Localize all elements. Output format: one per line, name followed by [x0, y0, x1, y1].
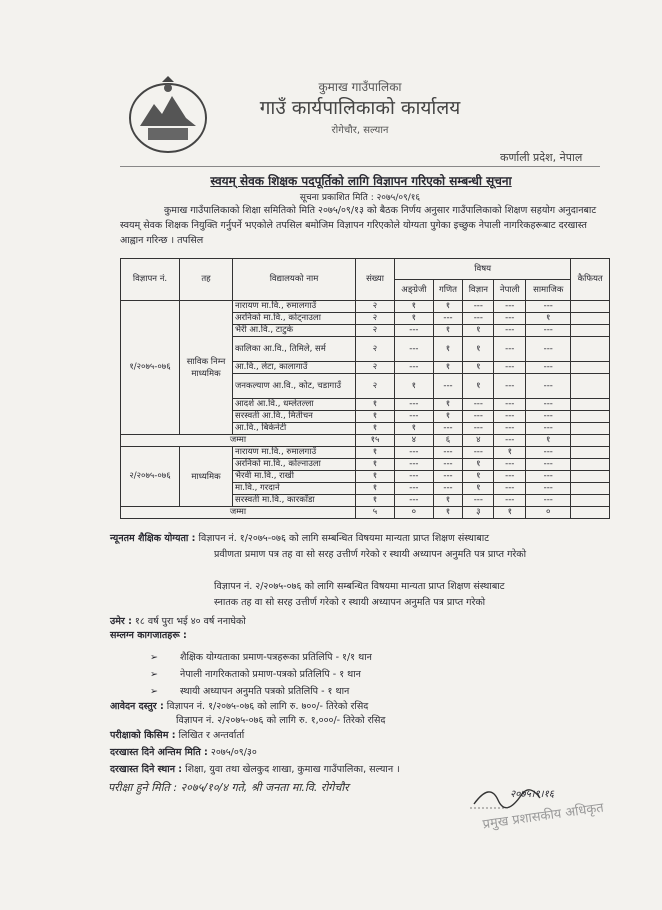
school-name-cell: अरनिको मा.वि., कोल्नाउला: [233, 459, 356, 471]
value-cell: ---: [526, 495, 571, 507]
qualification-line: न्यूनतम शैक्षिक योग्यता : विज्ञापन नं. १/२०७५-०७६ को लागि सम्बन्धित विषयमा मान्यता प्राप्त शिक्षण संस्थाबाट: [110, 533, 490, 544]
remarks-cell: [571, 471, 610, 483]
value-cell: ---: [494, 471, 526, 483]
value-cell: १: [356, 447, 395, 459]
value-cell: ---: [526, 325, 571, 337]
total-row-2: जम्मा ५ ० १ ३ १ ०: [121, 507, 610, 519]
school-name-cell: कालिका आ.वि., तिमिले, सर्म: [233, 337, 356, 362]
school-name-cell: मा.वि., गरदाने: [233, 483, 356, 495]
value-cell: ---: [526, 301, 571, 313]
school-name-cell: आदर्श आ.वि., धम्लेतल्ला: [233, 399, 356, 411]
value-cell: १: [433, 362, 462, 374]
intro-paragraph: कुमाख गाउँपालिकाको शिक्षा समितिको मिति २०७५/०९/१३ को बैठक निर्णय अनुसार गाउँपालिकाको शिक्षण सहयोग अनुदानबाट स्वयम् सेवक शिक्षक नियुक्ति गर्नुपर्ने भएकोले तपसिल बमोजिम विज्ञापन गरिएकोले योग्यता पुगेका इच्छुक नेपाली नागरिकहरूबाट दरखास्त आह्वान गरिन्छ । तपसिल: [120, 205, 597, 246]
officer-seal: प्रमुख प्रशासकीय अधिकृत: [481, 800, 605, 833]
value-cell: ---: [494, 399, 526, 411]
value-cell: ---: [494, 313, 526, 325]
docs-label: सम्लग्न कागजातहरू :: [110, 630, 187, 641]
col-advert-no: विज्ञापन नं.: [121, 259, 180, 301]
value-cell: १: [463, 459, 494, 471]
col-science: विज्ञान: [463, 280, 494, 301]
school-name-cell: आ.वि., बिकेनेटी: [233, 423, 356, 435]
remarks-cell: [571, 495, 610, 507]
remarks-cell: [571, 374, 610, 399]
remarks-cell: [571, 483, 610, 495]
value-cell: २: [356, 301, 395, 313]
value-cell: ---: [526, 471, 571, 483]
value-cell: १: [463, 362, 494, 374]
table-row: [121, 447, 610, 459]
remarks-cell: [571, 313, 610, 325]
handwritten-note: परीक्षा हुने मिति : २०७५/१०/४ गते, श्री जनता मा.वि. रोगेचौर: [108, 781, 349, 794]
school-name-cell: नारायण मा.वि., रुमालगाउँ: [233, 301, 356, 313]
value-cell: ---: [433, 374, 462, 399]
value-cell: ---: [526, 337, 571, 362]
value-cell: ---: [494, 411, 526, 423]
value-cell: ---: [395, 447, 434, 459]
publish-date: सूचना प्रकाशित मिति : २०७५/०९/१६: [299, 193, 421, 203]
value-cell: २: [356, 325, 395, 337]
col-school: विद्यालयको नाम: [233, 259, 356, 301]
value-cell: १: [494, 447, 526, 459]
value-cell: ---: [395, 459, 434, 471]
apply-place: दरखास्त दिने स्थान : शिक्षा, युवा तथा खेलकुद शाखा, कुमाख गाउँपालिका, सल्यान ।: [110, 764, 400, 775]
value-cell: ---: [395, 337, 434, 362]
col-english: अङ्ग्रेजी: [395, 280, 434, 301]
fee-line: आवेदन दस्तुर : विज्ञापन नं. १/२०७५-०७६ को लागि रु. ७००/- तिरेको रसिद: [110, 701, 369, 712]
value-cell: २: [356, 337, 395, 362]
value-cell: ---: [433, 423, 462, 435]
qualification-1b: प्रवीणता प्रमाण पत्र तह वा सो सरह उत्तीर्ण गरेको र स्थायी अध्यापन अनुमति पत्र प्राप्त गरेको: [214, 549, 527, 560]
value-cell: ---: [433, 483, 462, 495]
remarks-cell: [571, 337, 610, 362]
value-cell: ---: [526, 447, 571, 459]
table-row: [121, 301, 610, 313]
value-cell: १: [463, 374, 494, 399]
value-cell: ---: [433, 447, 462, 459]
value-cell: १: [433, 399, 462, 411]
value-cell: १: [463, 483, 494, 495]
total-row-1: जम्मा १५ ४ ६ ४ --- १: [121, 435, 610, 447]
value-cell: ---: [494, 362, 526, 374]
age-line: उमेर : १८ वर्ष पुरा भई ४० वर्ष ननाघेको: [110, 616, 246, 627]
value-cell: ---: [395, 411, 434, 423]
level-cell: साविक निम्न माध्यमिक: [180, 301, 233, 435]
vacancy-table: [120, 258, 610, 519]
value-cell: २: [356, 313, 395, 325]
value-cell: १: [356, 423, 395, 435]
value-cell: ---: [395, 483, 434, 495]
value-cell: १: [433, 325, 462, 337]
level-cell: माध्यमिक: [180, 447, 233, 507]
value-cell: ---: [494, 374, 526, 399]
value-cell: १: [463, 325, 494, 337]
col-nepali: नेपाली: [494, 280, 526, 301]
value-cell: ---: [463, 447, 494, 459]
advert-number: १/२०७५-०७६: [121, 301, 180, 435]
value-cell: ---: [463, 423, 494, 435]
value-cell: ---: [494, 495, 526, 507]
deadline: दरखास्त दिने अन्तिम मिति : २०७५/०९/३०: [110, 747, 257, 758]
municipality-name: कुमाख गाउँपालिका: [318, 80, 402, 94]
value-cell: १: [395, 374, 434, 399]
advert-number: २/२०७५-०७६: [121, 447, 180, 507]
school-name-cell: अरनिको मा.वि., कोट्नाउला: [233, 313, 356, 325]
school-name-cell: सरस्वती आ.वि., मितीचन: [233, 411, 356, 423]
notice-title: स्वयम् सेवक शिक्षक पदपूर्तिको लागि विज्ञापन गरिएको सम्बन्धी सूचना: [210, 174, 512, 188]
school-name-cell: जनकल्याण आ.वि., कोट, चडागाउँ: [233, 374, 356, 399]
col-social: सामाजिक: [526, 280, 571, 301]
col-level: तह: [180, 259, 233, 301]
col-remarks: कैफियत: [571, 259, 610, 301]
header-divider: [120, 166, 600, 167]
remarks-cell: [571, 325, 610, 337]
school-name-cell: भैरी आ.वि., टाटुके: [233, 325, 356, 337]
value-cell: १: [356, 471, 395, 483]
value-cell: ---: [463, 399, 494, 411]
office-address: रोगेचौर, सल्यान: [331, 125, 389, 136]
value-cell: १: [395, 423, 434, 435]
col-count: संख्या: [356, 259, 395, 301]
value-cell: ---: [494, 423, 526, 435]
value-cell: ---: [494, 301, 526, 313]
value-cell: ---: [494, 337, 526, 362]
school-name-cell: आ.वि., लेटा, कालागाउँ: [233, 362, 356, 374]
value-cell: ---: [526, 399, 571, 411]
school-name-cell: नारायण मा.वि., रुमालगाउँ: [233, 447, 356, 459]
province-name: कर्णाली प्रदेश, नेपाल: [500, 151, 583, 164]
value-cell: १: [433, 411, 462, 423]
doc-item: ➢ नेपाली नागरिकताको प्रमाण-पत्रको प्रतिलिपि - १ थान: [150, 669, 361, 680]
value-cell: ---: [526, 459, 571, 471]
signature-date: २०७५।९।१६: [510, 789, 554, 800]
value-cell: २: [356, 362, 395, 374]
value-cell: १: [526, 313, 571, 325]
value-cell: १: [463, 337, 494, 362]
remarks-cell: [571, 447, 610, 459]
value-cell: ---: [463, 313, 494, 325]
school-name-cell: सरस्वती मा.वि., कारकाँडा: [233, 495, 356, 507]
value-cell: ---: [526, 362, 571, 374]
value-cell: ---: [526, 423, 571, 435]
office-name: गाउँ कार्यपालिकाको कार्यालय: [259, 97, 461, 119]
exam-type: परीक्षाको किसिम : लिखित र अन्तर्वार्ता: [110, 730, 245, 741]
value-cell: १: [356, 399, 395, 411]
doc-item: ➢ शैक्षिक योग्यताका प्रमाण-पत्रहरूका प्रतिलिपि - १/१ थान: [150, 652, 372, 663]
value-cell: ---: [494, 325, 526, 337]
value-cell: ---: [494, 459, 526, 471]
value-cell: ---: [395, 399, 434, 411]
value-cell: ---: [494, 483, 526, 495]
value-cell: ---: [395, 362, 434, 374]
remarks-cell: [571, 459, 610, 471]
value-cell: ---: [395, 325, 434, 337]
value-cell: ---: [395, 495, 434, 507]
remarks-cell: [571, 423, 610, 435]
value-cell: १: [356, 459, 395, 471]
col-subject: विषय: [395, 259, 571, 280]
school-name-cell: भैरवी मा.वि., राखी: [233, 471, 356, 483]
remarks-cell: [571, 411, 610, 423]
value-cell: ---: [433, 459, 462, 471]
remarks-cell: [571, 399, 610, 411]
value-cell: ---: [433, 471, 462, 483]
value-cell: ---: [463, 301, 494, 313]
government-emblem-icon: [126, 74, 210, 154]
remarks-cell: [571, 301, 610, 313]
value-cell: १: [463, 471, 494, 483]
value-cell: १: [433, 495, 462, 507]
remarks-cell: [571, 362, 610, 374]
value-cell: १: [395, 301, 434, 313]
qualification-2b: स्नातक तह वा सो सरह उत्तीर्ण गरेको र स्थायी अध्यापन अनुमति पत्र प्राप्त गरेको: [214, 597, 486, 608]
value-cell: ---: [395, 471, 434, 483]
col-math: गणित: [433, 280, 462, 301]
value-cell: १: [433, 301, 462, 313]
value-cell: ---: [526, 483, 571, 495]
value-cell: ---: [463, 411, 494, 423]
value-cell: १: [356, 495, 395, 507]
value-cell: १: [395, 313, 434, 325]
value-cell: ---: [463, 495, 494, 507]
value-cell: ---: [433, 313, 462, 325]
doc-item: ➢ स्थायी अध्यापन अनुमति पत्रको प्रतिलिपि - १ थान: [150, 686, 350, 697]
value-cell: १: [433, 337, 462, 362]
value-cell: २: [356, 374, 395, 399]
value-cell: ---: [526, 411, 571, 423]
qualification-2: विज्ञापन नं. २/२०७५-०७६ को लागि सम्बन्धित विषयमा मान्यता प्राप्त शिक्षण संस्थाबाट: [214, 581, 505, 592]
fee-line-2: विज्ञापन नं. २/२०७५-०७६ को लागि रु. १,०००/- तिरेको रसिद: [176, 715, 386, 726]
value-cell: ---: [526, 374, 571, 399]
table-header-row: [121, 259, 610, 280]
value-cell: १: [356, 483, 395, 495]
value-cell: १: [356, 411, 395, 423]
